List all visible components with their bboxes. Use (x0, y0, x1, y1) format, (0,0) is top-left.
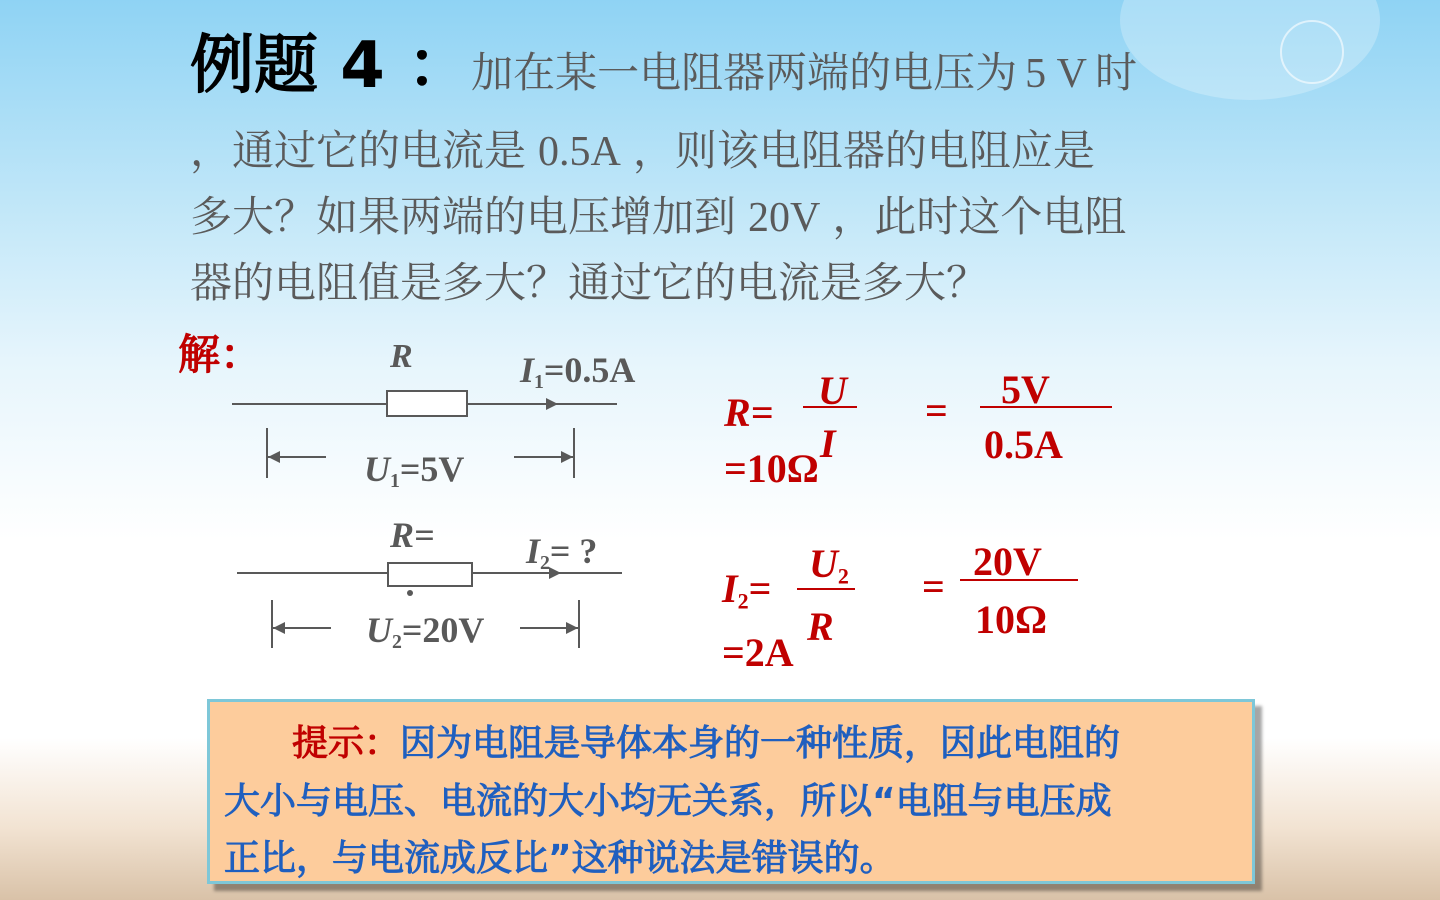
problem-text-1b: 时 (1094, 48, 1137, 97)
hint-label: 提示： (292, 723, 401, 764)
circuit2-resistor (388, 563, 472, 586)
circuit2-current-label: $I_2=$ ? (526, 531, 598, 574)
hint-text-1: 因为电阻是导体本身的一种性质，因此电阻的 (400, 723, 1121, 764)
formula2-equals: = (922, 564, 945, 609)
circuit2-dot (407, 590, 413, 596)
circuit2-dim-arrow-right (566, 622, 578, 634)
example-label: 例题 4 ： (190, 29, 472, 103)
formula1-denominator: I (820, 421, 836, 466)
problem-text-1a: 加在某一电阻器两端的电压为 (471, 48, 1018, 97)
circuit1-current-arrow (546, 398, 558, 410)
hint-box (207, 699, 1255, 884)
circuit2-dim-arrow-left (273, 622, 285, 634)
formula1-lhs: R= (724, 390, 774, 435)
circuit1-resistor-label: R (390, 338, 413, 375)
formula2-numerator: $U_2$ (809, 541, 849, 589)
problem-text-2b: ，则该电阻器的电阻应是 (632, 126, 1095, 175)
problem-text-2a: ，通过它的电流是 (190, 126, 527, 175)
hint-line-2: 大小与电压、电流的大小均无关系，所以“电阻与电压成 (224, 781, 1112, 822)
problem-text-4: 器的电阻值是多大？通过它的电流是多大？ (190, 258, 989, 307)
hint-line-3: 正比，与电流成反比”这种说法是错误的。 (224, 838, 896, 879)
hint-line-1 (292, 723, 1121, 764)
problem-num-3: 20V (748, 195, 821, 241)
formula2-num-value: 20V (973, 539, 1042, 584)
formula1-numerator: U (818, 368, 847, 413)
formula1-result: =10Ω (724, 446, 819, 491)
problem-num-1: 5 V (1025, 51, 1087, 97)
formula2-lhs: $I_2=$ (722, 566, 772, 614)
problem-num-2: 0.5A (538, 129, 621, 175)
formula2-den-value: 10Ω (975, 597, 1048, 642)
formula1-equals: = (925, 388, 948, 433)
circuit1-resistor (387, 391, 467, 416)
circuit1-dim-arrow-right (561, 451, 573, 463)
formula1-num-value: 5V (1001, 367, 1050, 412)
circuit1-current-label: $I_1=0.5A$ (520, 350, 636, 393)
formula2-denominator: R (807, 604, 834, 649)
formula2-result: =2A (722, 630, 794, 675)
problem-text-3a: 多大？如果两端的电压增加到 (190, 192, 737, 241)
formula1-den-value: 0.5A (984, 422, 1063, 467)
problem-text-3b: ，此时这个电阻 (832, 192, 1127, 241)
circuit1-voltage-label: $U_1=5V$ (364, 449, 465, 492)
circuit2-voltage-label: $U_2=20V$ (366, 610, 485, 653)
circuit2-resistor-label: R= (390, 515, 435, 555)
solution-label: 解： (178, 330, 263, 379)
circuit1-dim-arrow-left (268, 451, 280, 463)
